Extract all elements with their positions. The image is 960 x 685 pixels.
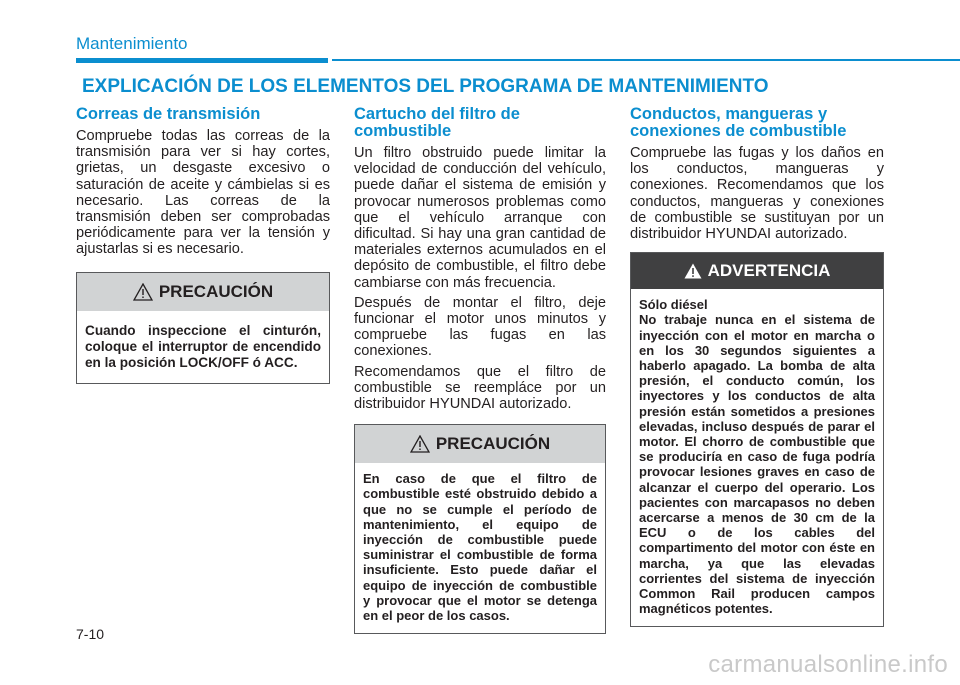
fuel-filter-heading-line1: Cartucho del filtro de — [354, 105, 520, 123]
fuel-filter-heading — [354, 106, 606, 140]
header-rule-thick — [76, 58, 328, 63]
fuel-lines-heading-line2: conexiones de combustible — [630, 122, 847, 140]
fuel-filter-p1: Un filtro obstruido puede limitar la velocidad de conducción del vehículo, puede dañar el sistema de emisión y provocar numerosos problemas como que el vehículo arranque con dificultad. Si hay una gran cantidad de materiales externos acumulados en el depósito de combustible, el filtro debe cambiarse con más frecuencia. — [354, 145, 606, 291]
fuel-filter-caution-box — [354, 424, 606, 634]
column-fuel-filter — [354, 106, 606, 634]
fuel-filter-heading-line2: combustible — [354, 122, 452, 140]
warning-line1: Sólo diésel — [639, 297, 708, 313]
header-title: Mantenimiento — [76, 34, 188, 53]
fuel-lines-heading — [630, 106, 884, 140]
header-rule-thin — [332, 59, 960, 61]
belts-body: Compruebe todas las correas de la transmisión para ver si hay cortes, grietas, un desgaste excesivo o saturación de aceite y cámbielas si es necesario. Las correas de la transmisión deben ser comprobadas periódicamente para ver la tensión y ajustarlas si es necesario. — [76, 128, 330, 258]
caution-header — [355, 425, 605, 463]
warning-title: ADVERTENCIA — [707, 261, 831, 281]
warning-header — [631, 253, 883, 289]
fuel-lines-body: Compruebe las fugas y los daños en los conductos, mangueras y conexiones. Recomendamos que los conductos, mangueras y conexiones de combustible se sustituyan por un distribuidor HYUNDAI autorizado. — [630, 145, 884, 243]
fuel-lines-heading-line1: Conductos, mangueras y — [630, 105, 828, 123]
column-fuel-lines — [630, 106, 884, 627]
warning-text: No trabaje nunca en el sistema de inyección con el motor en marcha o en los 30 segundos siguientes a haberlo apagado. La bomba de alta presión, el conducto común, los inyectores y los conductos de alta presión están sometidos a presiones elevadas, incluso después de parar el motor. El chorro de combustible que se produciría en caso de fuga podría provocar lesiones graves en caso de alcanzar el cuerpo del operario. Los pacientes con marcapasos no deben acercarse a menos de 30 cm de la ECU o de los cables del compartimento del motor con éste en marcha, ya que las elevadas corrientes del sistema de inyección Common Rail producen campos magnéticos potentes. — [639, 312, 875, 617]
warning-triangle-outline-icon — [133, 283, 153, 301]
caution-title: PRECAUCIÓN — [435, 434, 551, 454]
belts-caution-box — [76, 272, 330, 384]
warning-triangle-filled-icon — [684, 263, 702, 279]
fuel-lines-warning-box — [630, 252, 884, 627]
section-title: EXPLICACIÓN DE LOS ELEMENTOS DEL PROGRAMA DE MANTENIMIENTO — [82, 76, 769, 97]
caution-header — [77, 273, 329, 311]
fuel-filter-p3: Recomendamos que el filtro de combustible se reempláce por un distribuidor HYUNDAI autorizado. — [354, 363, 606, 413]
warning-triangle-outline-icon — [410, 435, 430, 453]
caution-text: Cuando inspeccione el cinturón, coloque el interruptor de encendido en la posición LOCK/OFF ó ACC. — [85, 322, 321, 370]
warning-content — [631, 289, 883, 626]
caution-text: En caso de que el filtro de combustible esté obstruido debido a que no se cumple el período de mantenimiento, el equipo de inyección de combustible puede suministrar el combustible de forma insuficiente. Esto puede dañar el equipo de inyección de combustible y provocar que el motor se detenga en el peor de los casos. — [363, 471, 597, 624]
column-belts — [76, 106, 330, 384]
page-number: 7-10 — [76, 626, 105, 642]
belts-heading: Correas de transmisión — [76, 105, 261, 123]
watermark: carmanualsonline.info — [708, 651, 948, 678]
fuel-filter-p2: Después de montar el filtro, deje funcionar el motor unos minutos y compruebe las fugas en las conexiones. — [354, 294, 606, 360]
caution-title: PRECAUCIÓN — [158, 281, 274, 301]
